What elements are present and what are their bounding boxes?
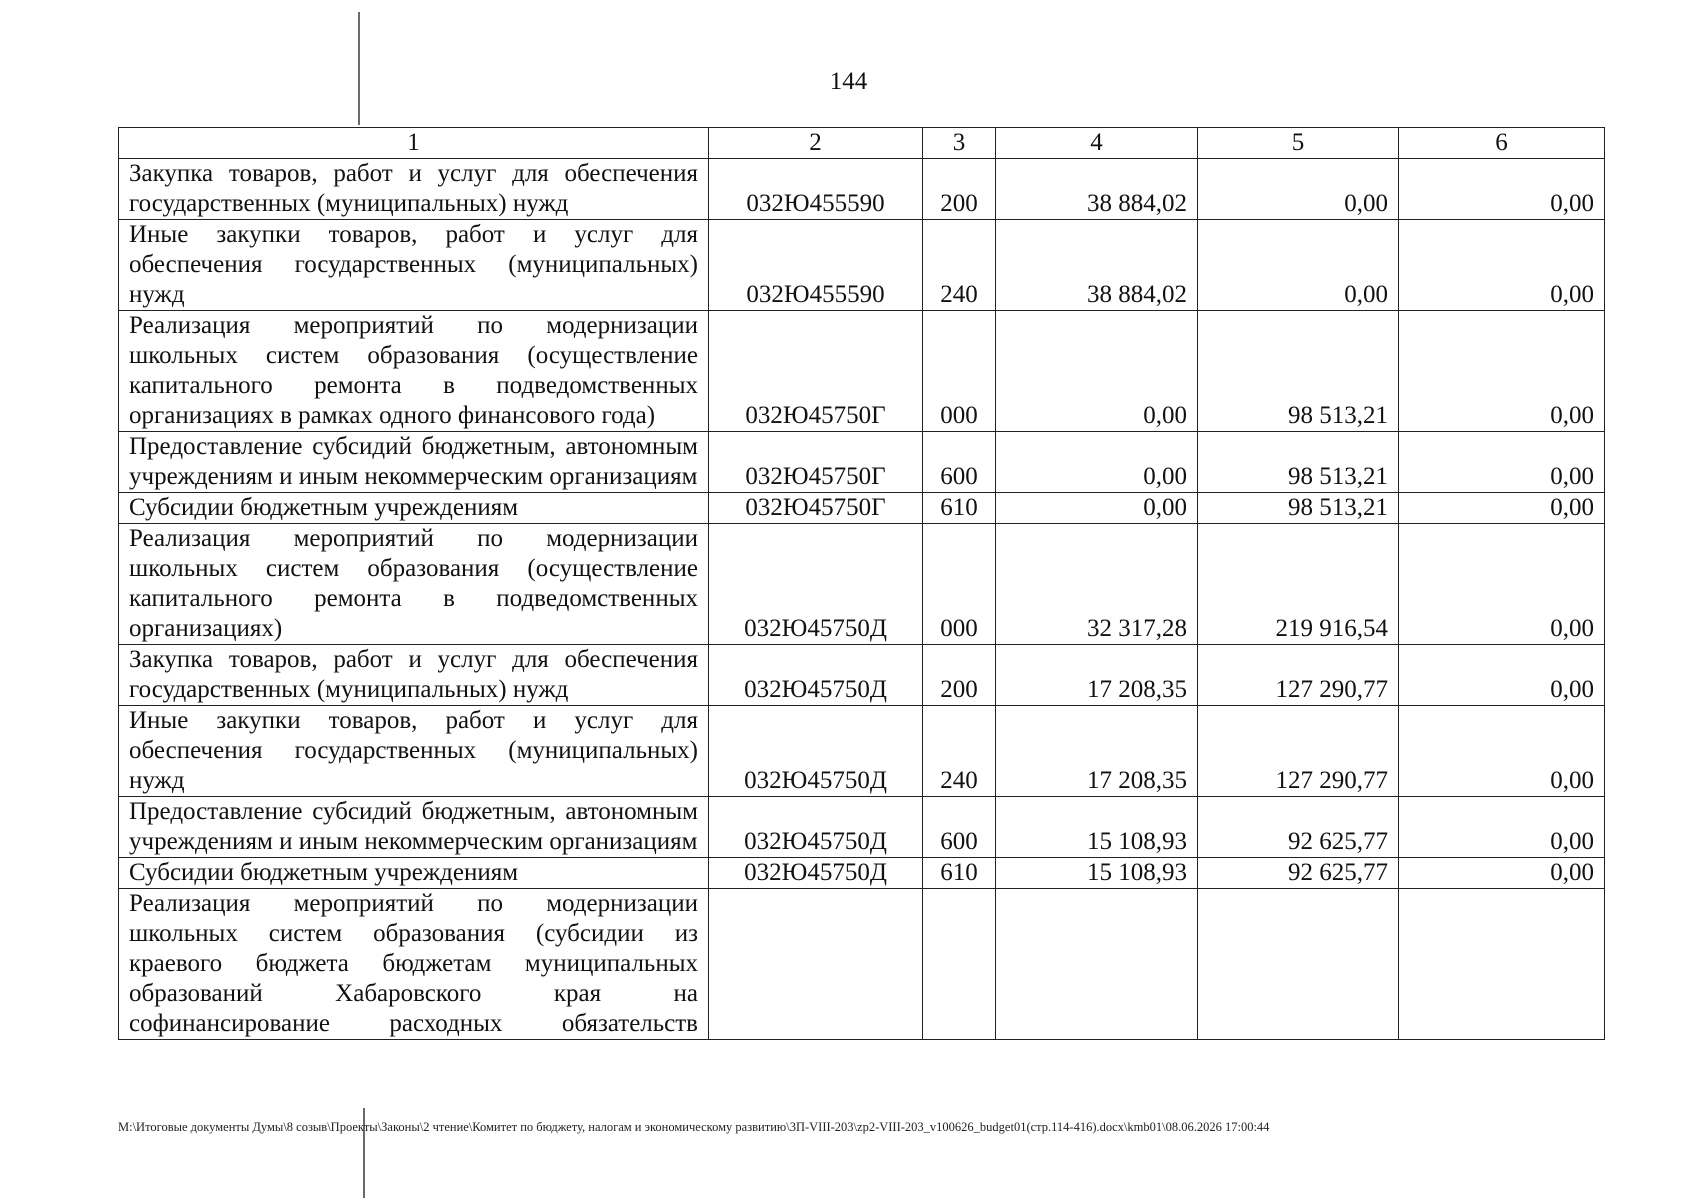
row-value-5: 98 513,21 xyxy=(1198,432,1399,493)
row-value-5: 127 290,77 xyxy=(1198,706,1399,797)
row-code: 032Ю45750Г xyxy=(709,432,923,493)
row-value-4: 15 108,93 xyxy=(996,797,1198,858)
row-value-5: 98 513,21 xyxy=(1198,493,1399,524)
row-value-6: 0,00 xyxy=(1399,432,1605,493)
column-header: 4 xyxy=(996,128,1198,159)
row-type: 200 xyxy=(923,159,996,220)
row-code: 032Ю45750Д xyxy=(709,706,923,797)
row-name: Предоставление субсидий бюджетным, автономным учреждениям и иным некоммерческим организациям xyxy=(119,797,709,858)
row-value-5: 92 625,77 xyxy=(1198,797,1399,858)
table-row xyxy=(119,889,1605,1040)
row-value-4: 32 317,28 xyxy=(996,524,1198,645)
row-value-4: 15 108,93 xyxy=(996,858,1198,889)
row-type: 000 xyxy=(923,311,996,432)
scan-artifact-line xyxy=(358,12,360,125)
row-value-6: 0,00 xyxy=(1399,524,1605,645)
row-value-5 xyxy=(1198,889,1399,1040)
table-row xyxy=(119,706,1605,797)
row-code xyxy=(709,889,923,1040)
table-row xyxy=(119,645,1605,706)
row-value-6: 0,00 xyxy=(1399,645,1605,706)
row-name: Иные закупки товаров, работ и услуг для обеспечения государственных (муниципальных) нужд xyxy=(119,220,709,311)
row-code: 032Ю455590 xyxy=(709,159,923,220)
row-value-6: 0,00 xyxy=(1399,858,1605,889)
row-value-6: 0,00 xyxy=(1399,706,1605,797)
table-row xyxy=(119,432,1605,493)
footer-file-path: M:\Итоговые документы Думы\8 созыв\Проекты\Законы\2 чтение\Комитет по бюджету, налогам и экономическому развитию\3П-VIII-203\zp2-VIII-203_v100626_budget01(стр.114-416).docx\kmb01\08.06.2026 17:00:44 xyxy=(118,1120,1270,1134)
column-header: 6 xyxy=(1399,128,1605,159)
row-value-5: 98 513,21 xyxy=(1198,311,1399,432)
row-code: 032Ю45750Д xyxy=(709,524,923,645)
row-value-6: 0,00 xyxy=(1399,220,1605,311)
row-name: Предоставление субсидий бюджетным, автономным учреждениям и иным некоммерческим организациям xyxy=(119,432,709,493)
row-type: 600 xyxy=(923,797,996,858)
table-row xyxy=(119,524,1605,645)
row-type: 610 xyxy=(923,858,996,889)
column-header: 3 xyxy=(923,128,996,159)
row-type: 200 xyxy=(923,645,996,706)
row-type: 240 xyxy=(923,706,996,797)
row-code: 032Ю45750Г xyxy=(709,311,923,432)
row-value-4: 17 208,35 xyxy=(996,706,1198,797)
row-name: Субсидии бюджетным учреждениям xyxy=(119,493,709,524)
row-name: Реализация мероприятий по модернизации школьных систем образования (осуществление капитального ремонта в подведомственных организациях в рамках одного финансового года) xyxy=(119,311,709,432)
row-value-5: 127 290,77 xyxy=(1198,645,1399,706)
row-code: 032Ю45750Г xyxy=(709,493,923,524)
budget-table xyxy=(118,127,1605,1040)
row-type: 610 xyxy=(923,493,996,524)
row-code: 032Ю45750Д xyxy=(709,858,923,889)
row-name: Реализация мероприятий по модернизации школьных систем образования (осуществление капитального ремонта в подведомственных организациях) xyxy=(119,524,709,645)
row-name: Субсидии бюджетным учреждениям xyxy=(119,858,709,889)
table-row xyxy=(119,797,1605,858)
row-value-5: 92 625,77 xyxy=(1198,858,1399,889)
table-row xyxy=(119,493,1605,524)
table-row xyxy=(119,159,1605,220)
row-type: 000 xyxy=(923,524,996,645)
row-value-4: 38 884,02 xyxy=(996,159,1198,220)
row-value-4: 0,00 xyxy=(996,432,1198,493)
row-code: 032Ю455590 xyxy=(709,220,923,311)
row-value-6: 0,00 xyxy=(1399,493,1605,524)
row-value-4: 0,00 xyxy=(996,493,1198,524)
row-value-4 xyxy=(996,889,1198,1040)
row-type xyxy=(923,889,996,1040)
row-value-6 xyxy=(1399,889,1605,1040)
row-value-6: 0,00 xyxy=(1399,159,1605,220)
row-value-5: 0,00 xyxy=(1198,220,1399,311)
row-name: Иные закупки товаров, работ и услуг для обеспечения государственных (муниципальных) нужд xyxy=(119,706,709,797)
column-header: 5 xyxy=(1198,128,1399,159)
row-code: 032Ю45750Д xyxy=(709,797,923,858)
column-header: 2 xyxy=(709,128,923,159)
row-value-5: 219 916,54 xyxy=(1198,524,1399,645)
table-row xyxy=(119,311,1605,432)
row-value-6: 0,00 xyxy=(1399,311,1605,432)
row-name: Закупка товаров, работ и услуг для обеспечения государственных (муниципальных) нужд xyxy=(119,645,709,706)
row-name: Закупка товаров, работ и услуг для обеспечения государственных (муниципальных) нужд xyxy=(119,159,709,220)
row-value-4: 0,00 xyxy=(996,311,1198,432)
row-value-6: 0,00 xyxy=(1399,797,1605,858)
row-type: 600 xyxy=(923,432,996,493)
page-number: 144 xyxy=(829,68,868,95)
row-value-4: 17 208,35 xyxy=(996,645,1198,706)
table-header-row xyxy=(119,128,1605,159)
row-type: 240 xyxy=(923,220,996,311)
row-value-4: 38 884,02 xyxy=(996,220,1198,311)
table-row xyxy=(119,858,1605,889)
row-value-5: 0,00 xyxy=(1198,159,1399,220)
row-code: 032Ю45750Д xyxy=(709,645,923,706)
column-header: 1 xyxy=(119,128,709,159)
table-row xyxy=(119,220,1605,311)
row-name: Реализация мероприятий по модернизации школьных систем образования (субсидии из краевого бюджета бюджетам муниципальных образований Хабаровского края на софинансирование расходных обязательств xyxy=(119,889,709,1040)
